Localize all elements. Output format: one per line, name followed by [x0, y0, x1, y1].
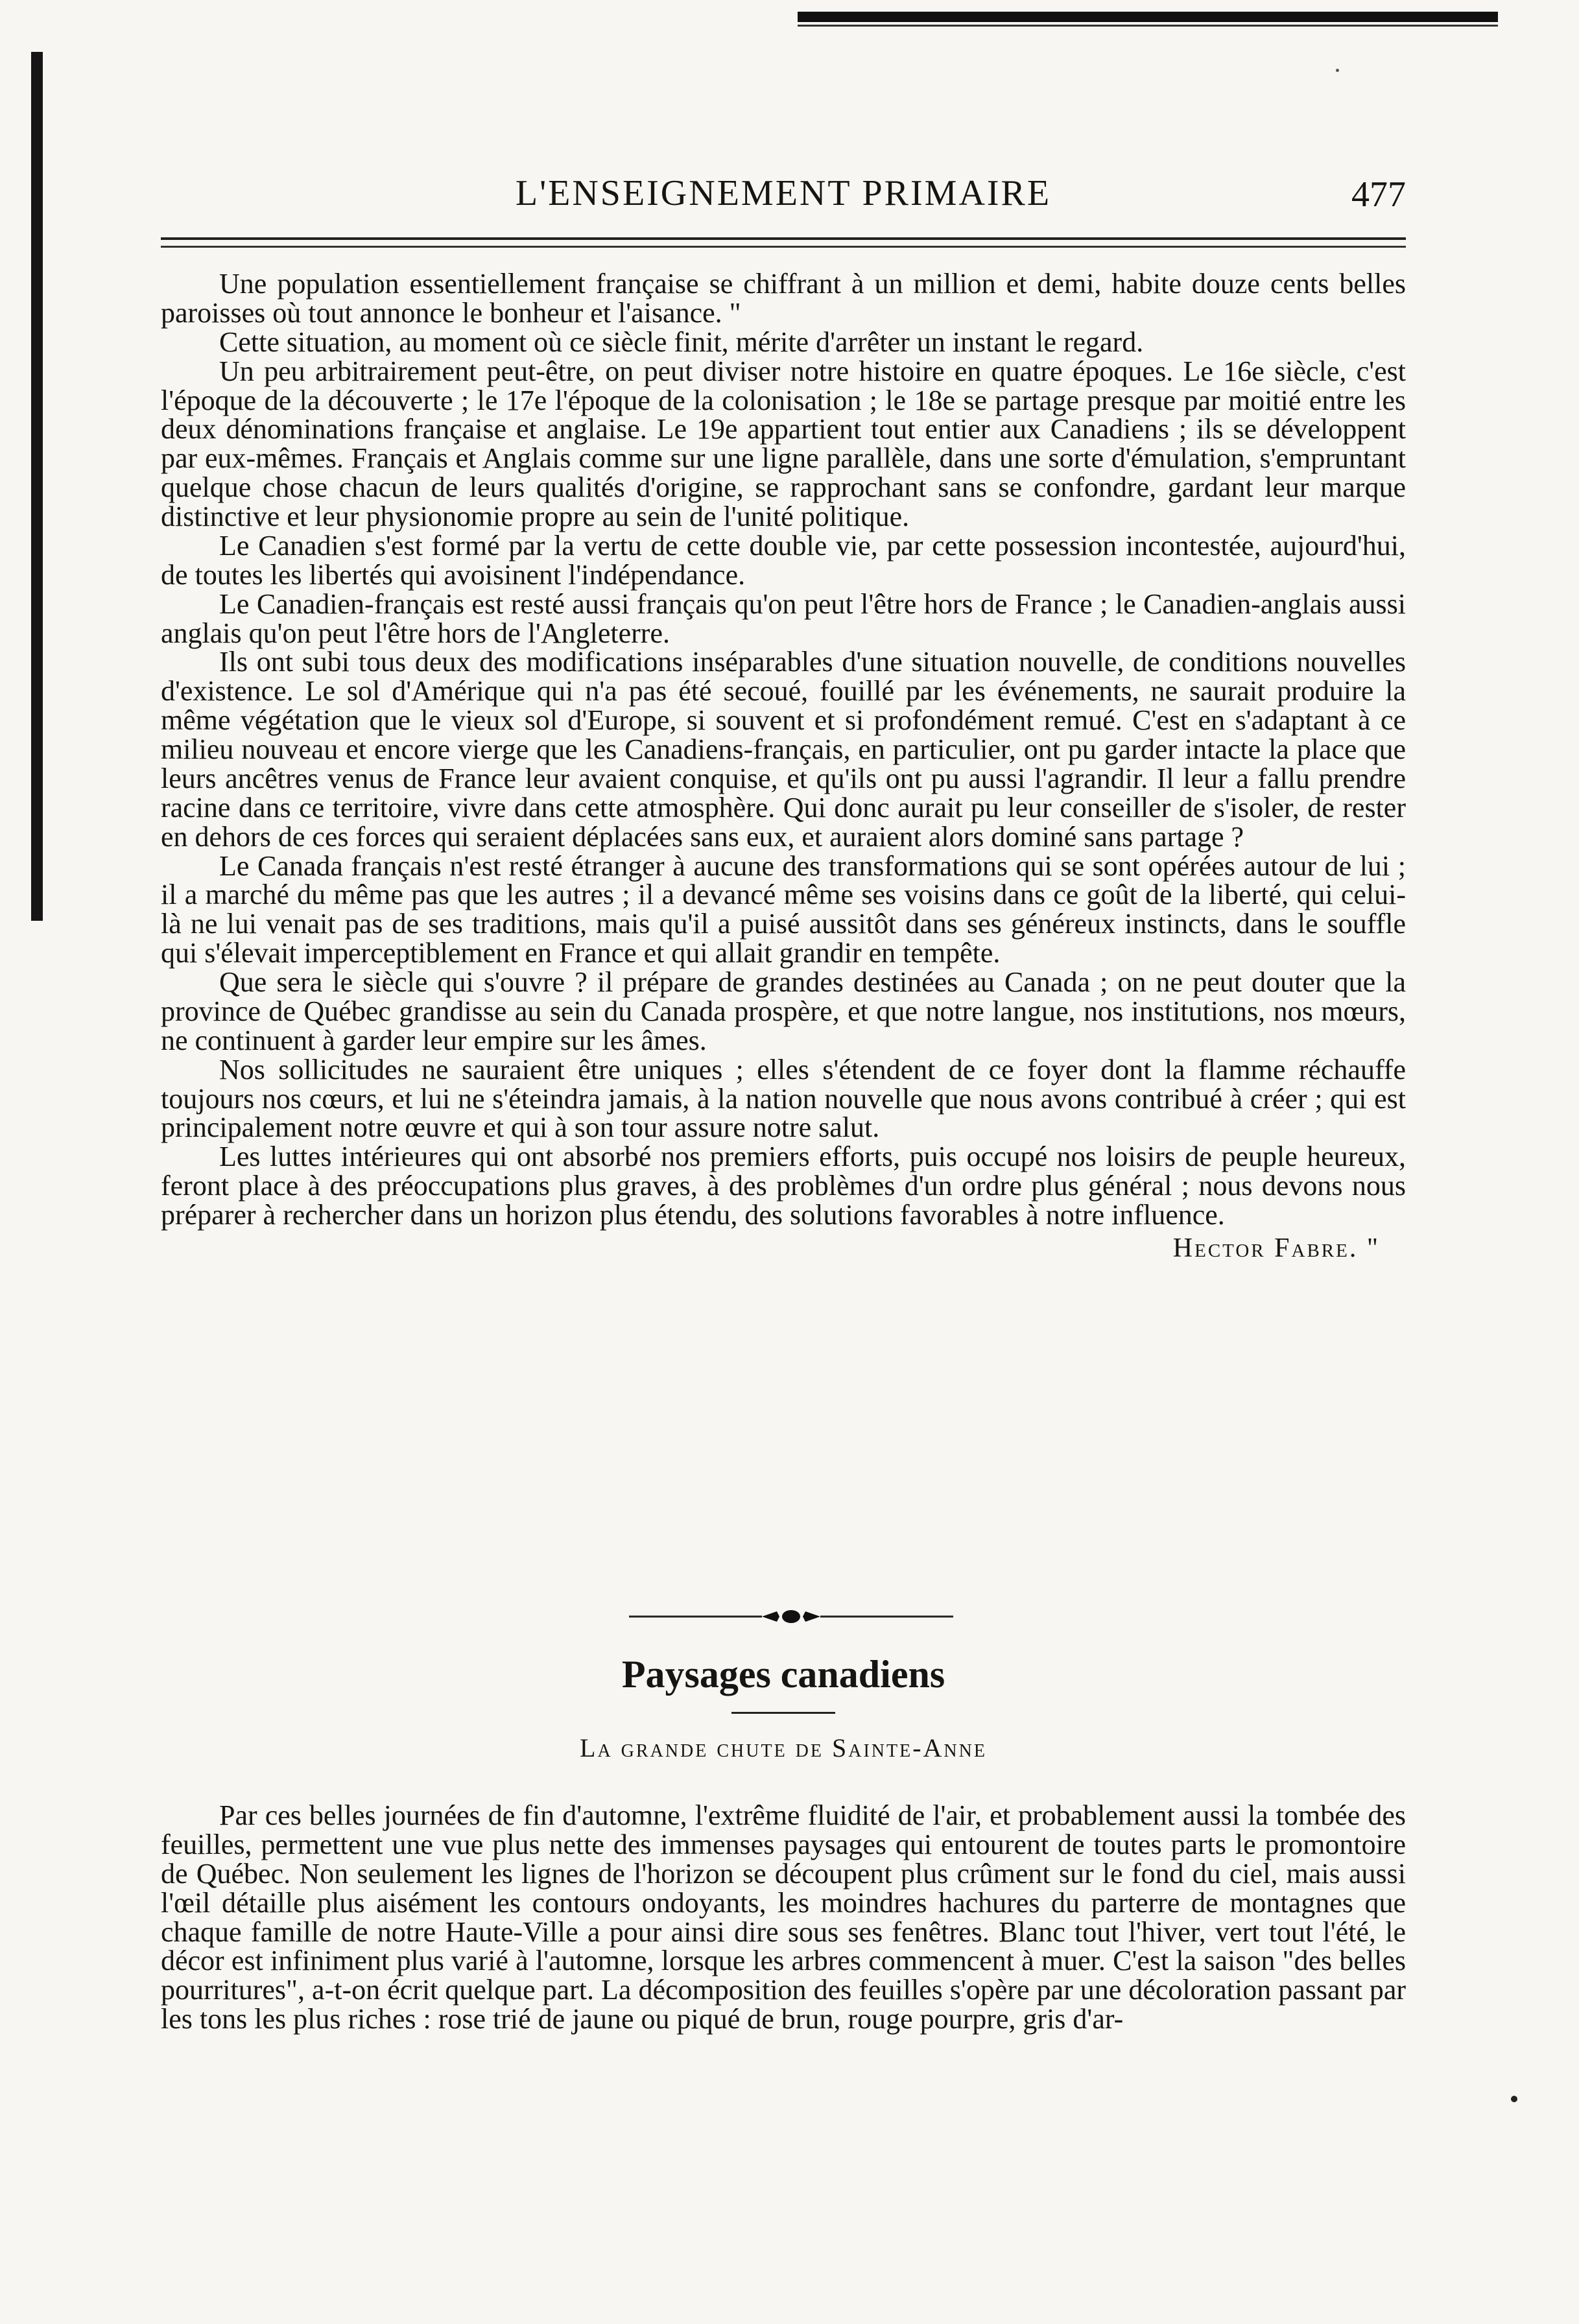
print-speck	[1336, 69, 1339, 72]
print-speck	[1511, 2096, 1517, 2102]
section-divider-ornament	[629, 1607, 953, 1626]
paragraph: Les luttes intérieures qui ont absorbé nos premiers efforts, puis occupé nos loisirs de peuple heureux, feront place à des préoccupations plus graves, à des problèmes d'un ordre plus général ; nous devons nous préparer à rechercher dans un horizon plus étendu, des solutions favorables à notre influence.	[161, 1141, 1406, 1231]
paragraph: Une population essentiellement française se chiffrant à un million et demi, habite douze cents belles paroisses où tout annonce le bonheur et l'aisance. "	[161, 268, 1406, 329]
paragraph: Nos sollicitudes ne sauraient être uniques ; elles s'étendent de ce foyer dont la flamme réchauffe toujours nos cœurs, et lui ne s'éteindra jamais, à la nation nouvelle que nous avons contribué à créer ; qui est principalement notre œuvre et qui à son tour assure notre salut.	[161, 1053, 1406, 1144]
section-body	[161, 1801, 1406, 2034]
paragraph: Le Canadien-français est resté aussi français qu'on peut l'être hors de France ; le Canadien-anglais aussi anglais qu'on peut l'être hors de l'Angleterre.	[161, 587, 1406, 649]
section-title: Paysages canadiens	[621, 1653, 945, 1696]
paragraph: Un peu arbitrairement peut-être, on peut diviser notre histoire en quatre époques. Le 16e siècle, c'est l'époque de la découverte ; le 17e l'époque de la colonisation ; le 18e se partage presque par moitié entre les deux dénominations française et anglaise. Le 19e appartient tout entier aux Canadiens ; ils se développent par eux-mêmes. Français et Anglais comme sur une ligne parallèle, dans une sorte d'émulation, s'empruntant quelque chose chacun de leurs qualités d'origine, se rapprochant sans se confondre, gardant leur marque distinctive et leur physionomie propre au sein de l'unité politique.	[161, 355, 1406, 532]
article-body	[161, 270, 1406, 1264]
left-margin-bar	[31, 52, 43, 921]
section-subtitle: La grande chute de Sainte-Anne	[580, 1733, 987, 1762]
paragraph: Que sera le siècle qui s'ouvre ? il prépare de grandes destinées au Canada ; on ne peut douter que la province de Québec grandisse au sein du Canada prospère, et que notre langue, nos institutions, nos mœurs, ne continuent à garder leur empire sur les âmes.	[161, 966, 1406, 1056]
author-signature: Hector Fabre. "	[1172, 1233, 1380, 1263]
paragraph: Le Canadien s'est formé par la vertu de cette double vie, par cette possession incontestée, aujourd'hui, de toutes les libertés qui avoisinent l'indépendance.	[161, 529, 1406, 591]
top-edge-rule	[798, 12, 1498, 22]
header-double-rule	[161, 237, 1406, 248]
page-number: 477	[1351, 174, 1406, 215]
title-underline-rule	[731, 1712, 835, 1714]
paragraph: Ils ont subi tous deux des modifications inséparables d'une situation nouvelle, de conditions nouvelles d'existence. Le sol d'Amérique qui n'a pas été secoué, fouillé par les événements, ne saurait produire la même végétation que le vieux sol d'Europe, si souvent et si profondément remué. C'est en s'adaptant à ce milieu nouveau et encore vierge que les Canadiens-français, en particulier, ont pu garder intacte la place que leurs ancêtres venus de France leur avaient conquise, et qu'ils ont pu aussi l'agrandir. Il leur a fallu prendre racine dans ce territoire, vivre dans cette atmosphère. Qui donc aurait pu leur conseiller de s'isoler, de rester en dehors de ces forces qui seraient déplacées sans eux, et auraient alors dominé sans partage ?	[161, 646, 1406, 853]
running-title: L'ENSEIGNEMENT PRIMAIRE	[515, 173, 1052, 213]
paragraph: Le Canada français n'est resté étranger à aucune des transformations qui se sont opérées autour de lui ; il a marché du même pas que les autres ; il a devancé même ses voisins dans ce goût de la liberté, qui celui-là ne lui venait pas de ses traditions, mais qu'il a puisé aussitôt dans ses généreux instincts, dans le souffle qui s'élevait imperceptiblement en France et qui allait grandir en tempête.	[161, 849, 1406, 969]
page-header	[161, 162, 1406, 220]
paragraph: Cette situation, au moment où ce siècle finit, mérite d'arrêter un instant le regard.	[219, 326, 1144, 358]
top-edge-thin-rule	[798, 25, 1498, 27]
paragraph: Par ces belles journées de fin d'automne, l'extrême fluidité de l'air, et probablement aussi la tombée des feuilles, permettent une vue plus nette des immenses paysages qui entourent de toutes parts le promontoire de Québec. Non seulement les lignes de l'horizon se découpent plus crûment sur le fond du ciel, mais aussi l'œil détaille plus aisément les contours ondoyants, les moindres hachures du parterre de montagnes que chaque famille de notre Haute-Ville a pour ainsi dire sous ses fenêtres. Blanc tout l'hiver, vert tout l'été, le décor est infiniment plus varié à l'automne, lorsque les arbres commencent à muer. C'est la saison "des belles pourritures", a-t-on écrit quelque part. La décomposition des feuilles s'opère par une décoloration passant par les tons les plus riches : rose trié de jaune ou piqué de brun, rouge pourpre, gris d'ar-	[161, 1799, 1406, 2035]
